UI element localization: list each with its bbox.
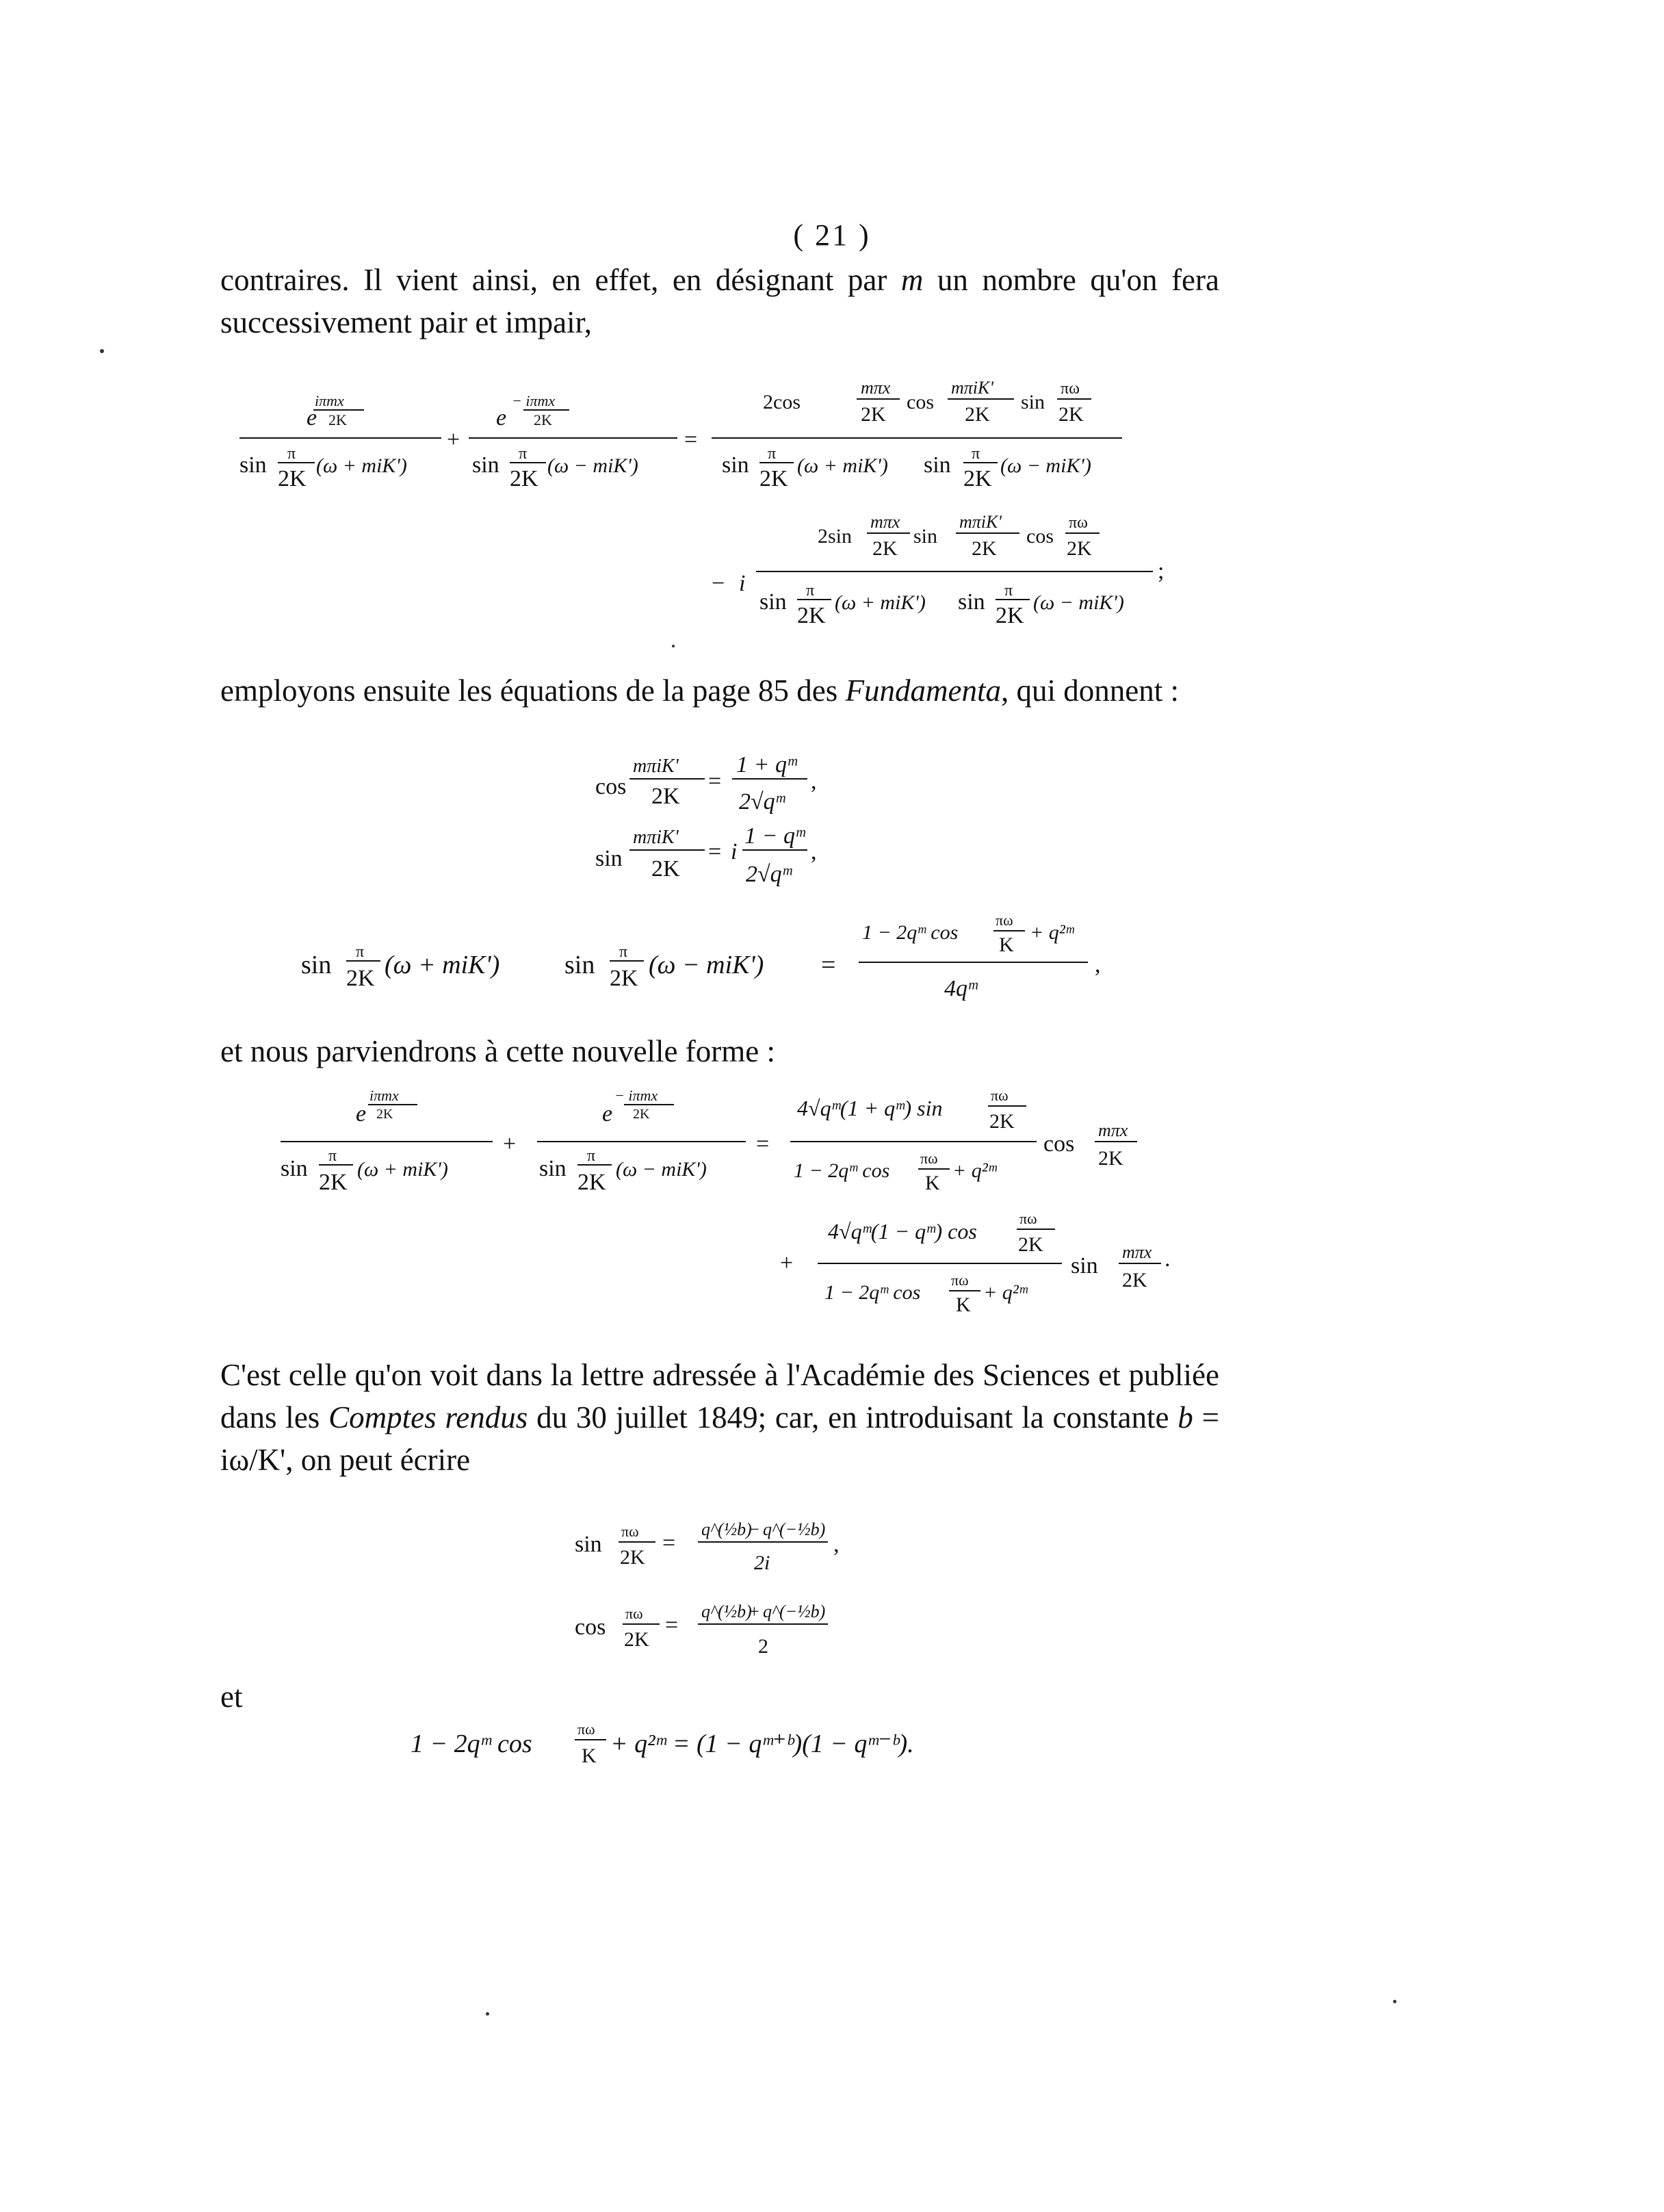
eq2-l2-num: 1 − qᵐ [744,823,805,849]
paragraph-4-text-b: du 30 juillet 1849; car, en introduisant la constante [528,1400,1178,1435]
eq4-l2-piw: πω [625,1605,643,1622]
eq1-r1-sin: sin [1021,391,1045,413]
eq1-r1-d-pi2: π [972,445,980,463]
eq2-l1-eq: = [708,769,722,794]
eq3-r1-2k: 2K [1098,1147,1123,1170]
paragraph-1 [220,259,1219,344]
eq5-k: K [582,1745,597,1767]
paragraph-4 [220,1354,1219,1481]
eq1-t1-exp-den: 2K [328,411,347,428]
eq3-r2-num-piw: πω [1019,1210,1037,1227]
eq1-r1-2cos: 2cos [763,391,801,413]
eq1-t2-sin: sin [472,452,499,478]
eq4-l2-num-a: q^(½b) [701,1602,752,1621]
eq4-l1-num-b: q^(−½b) [763,1519,826,1539]
eq2-l1-comma: , [811,769,817,794]
eq2-l3-pi2: π [619,943,628,961]
eq5-rhs: + q²ᵐ = (1 − qᵐ⁺ᵇ)(1 − qᵐ⁻ᵇ). [610,1729,914,1758]
eq3-r2-num: 4√qᵐ(1 − qᵐ) cos [828,1219,977,1244]
eq3-r2-den-b: + q²ᵐ [983,1281,1028,1304]
eq4-l1-den: 2i [754,1552,770,1574]
eq1-r1-mpik: mπiK' [951,378,993,398]
eq3-plus: + [503,1131,517,1157]
eq3-t2-pi: π [587,1147,596,1165]
eq2-l1-num: 1 + qᵐ [736,752,797,777]
eq4-l1-num-a: q^(½b) [701,1519,752,1539]
eq2-l3-pi1: π [356,943,365,961]
eq1-r1-d-sin1: sin [722,452,749,478]
equation-3-svg [274,1080,1232,1347]
equation-block-3 [274,1080,1232,1350]
eq3-t1-arg: (ω + miK') [357,1158,448,1181]
eq2-l2-den: 2√qᵐ [746,862,792,887]
eq1-t1-2k: 2K [278,466,307,491]
eq1-t2-exp-num: − iπmx [512,392,556,409]
eq1-r2-d-2k1: 2K [797,603,826,628]
page-speck-3 [486,2012,489,2016]
eq1-r2-d-sin2: sin [958,589,985,615]
eq4-l1-eq: = [662,1530,676,1556]
paragraph-4-var-b: b [1178,1400,1193,1435]
eq4-l1-2k: 2K [620,1546,645,1569]
eq1-t2-2k: 2K [510,466,538,491]
paragraph-2-text-a: employons ensuite les équations de la page 85 des [220,673,846,708]
page-speck-2 [672,645,675,647]
paragraph-4-text-c: = iω/K', on peut écrire [220,1400,1219,1477]
eq3-t1-pi: π [328,1147,337,1165]
eq1-r2-d-pi2: π [1004,582,1013,600]
eq1-r1-2k-c: 2K [1058,403,1084,426]
eq3-r2-den-k: K [956,1294,971,1316]
eq1-r2-cos: cos [1026,525,1054,548]
eq2-l3-comma: , [1095,952,1101,977]
eq3-t2-2k: 2K [577,1170,606,1195]
equation-block-4 [561,1509,889,1670]
equation-1-svg [233,373,1191,647]
eq1-r1-d-2k1: 2K [759,466,788,491]
eq4-l2-cos: cos [575,1615,606,1640]
eq3-equals: = [756,1131,770,1157]
eq1-r1-mpx: mπx [861,378,891,398]
eq3-r1-num-2k: 2K [989,1110,1015,1133]
eq5-piw: πω [577,1721,595,1738]
eq1-r2-2k-a: 2K [872,537,898,560]
eq1-r2-2k-b: 2K [972,537,997,560]
eq1-t2-arg: (ω − miK') [547,454,638,477]
eq1-r2-mpik: mπiK' [959,512,1002,532]
eq1-r1-d-sin2: sin [924,452,951,478]
eq3-t1-exp-den: 2K [376,1107,393,1122]
eq4-l1-piw: πω [621,1523,639,1540]
eq3-r2-mpx: mπx [1122,1242,1152,1262]
eq1-t2-pi: π [519,445,528,463]
page-speck-4 [1393,2000,1396,2003]
eq4-l1-sin: sin [575,1532,602,1557]
eq2-l3-sin1: sin [301,951,332,979]
paragraph-1-var-m: m [900,263,924,297]
eq3-t2-sin: sin [539,1156,567,1181]
eq1-t2-exp-den: 2K [534,411,552,428]
eq2-l2-comma: , [811,839,817,864]
eq2-l3-2k1: 2K [346,966,375,991]
eq1-equals: = [684,427,698,452]
eq3-t2-exp-num: − iπmx [614,1087,658,1104]
eq3-r1-den-b: + q²ᵐ [952,1159,997,1182]
eq4-l2-den: 2 [758,1635,768,1658]
paragraph-2-text-b: , qui donnent : [1001,673,1179,708]
eq1-r2-d-arg2: (ω − miK') [1033,591,1124,614]
eq3-r2-plus: + [780,1250,794,1276]
eq2-l2-eq: = [708,839,722,864]
eq1-r1-d-arg2: (ω − miK') [1000,454,1091,477]
eq3-r1-den-a: 1 − 2qᵐ cos [794,1159,890,1182]
paragraph-4-text-a: C'est celle qu'on voit dans la lettre adressée à l'Académie des Sciences et publiée dans les [220,1358,1219,1435]
eq3-r1-mpx: mπx [1098,1120,1128,1140]
paragraph-1-text-b: un nombre qu'on fera successivement pair et impair, [220,263,1219,339]
eq1-semicolon: ; [1158,558,1165,584]
eq2-l3-num-k: K [999,934,1014,956]
eq2-l3-sin2: sin [564,951,595,979]
eq3-r1-num-piw: πω [991,1087,1009,1104]
eq3-r2-den-piw: πω [951,1272,969,1289]
eq1-plus: + [447,427,460,452]
equation-5-svg [411,1711,1095,1779]
eq1-r2-mpx: mπx [870,512,900,532]
eq1-r1-d-pi1: π [768,445,777,463]
eq3-t2-e: e [602,1101,613,1127]
eq1-r2-2sin: 2sin [818,525,853,548]
equation-block-5 [411,1711,1095,1783]
paragraph-3: et nous parviendrons à cette nouvelle forme : [220,1034,775,1068]
eq1-r2-d-pi1: π [806,582,815,600]
eq1-t1-sin: sin [239,452,267,478]
eq4-l2-num-b: q^(−½b) [763,1602,826,1621]
eq2-l3-arg1: (ω + miK') [385,951,500,979]
equation-4-svg [561,1509,889,1667]
eq3-r1-cos: cos [1043,1131,1075,1157]
eq1-r1-2k-a: 2K [861,403,886,426]
eq1-r1-cos: cos [907,391,934,413]
page-speck-1 [100,349,104,353]
eq2-l1-den: 2√qᵐ [739,789,785,814]
eq3-t1-sin: sin [281,1156,308,1181]
eq2-l2-mpik: mπiK' [633,827,679,848]
eq1-t1-e: e [307,405,317,430]
eq3-r1-den-k: K [925,1172,940,1194]
eq3-r2-num-2k: 2K [1018,1233,1043,1256]
eq1-t1-pi: π [287,445,296,463]
eq1-r2-2k-c: 2K [1067,537,1092,560]
eq3-r2-den-a: 1 − 2qᵐ cos [824,1281,921,1304]
eq3-r2-2k: 2K [1122,1269,1147,1291]
equation-2-svg [301,746,1191,1020]
paragraph-5: et [220,1680,243,1714]
eq2-l3-2k2: 2K [610,966,638,991]
eq1-r1-d-2k2: 2K [963,466,992,491]
eq1-r1-d-arg1: (ω + miK') [797,454,888,477]
eq3-t2-arg: (ω − miK') [616,1158,707,1181]
paragraph-2 [220,669,1219,712]
eq3-t1-e: e [356,1101,367,1127]
eq1-r2-d-2k2: 2K [996,603,1024,628]
eq2-l1-cos: cos [595,774,627,799]
eq2-l1-mpik: mπiK' [633,756,679,777]
eq5-lhs: 1 − 2qᵐ cos [411,1729,532,1758]
eq1-t1-exp-num: iπmx [315,392,344,409]
eq3-t1-2k: 2K [319,1170,348,1195]
eq1-r2-sin: sin [913,525,938,548]
eq1-r2-minus: − [712,571,725,596]
equation-block-2 [301,746,1191,1023]
eq2-l1-2k: 2K [651,784,680,809]
eq1-r2-piw: πω [1069,514,1088,532]
paragraph-1-text-a: contraires. Il vient ainsi, en effet, en désignant par [220,263,901,297]
eq1-r2-d-arg1: (ω + miK') [835,591,926,614]
eq2-l2-sin: sin [595,846,623,871]
eq3-r1-den-piw: πω [920,1150,938,1167]
eq4-l1-comma: , [833,1532,840,1557]
eq4-l2-num-plus: + [749,1602,759,1621]
eq2-l3-num-piw: πω [996,912,1013,929]
eq2-l3-num-a: 1 − 2qᵐ cos [862,921,959,944]
eq2-l3-arg2: (ω − miK') [649,951,764,979]
eq4-l1-num-minus: − [749,1519,759,1539]
paragraph-4-work: Comptes rendus [328,1400,528,1435]
eq2-l3-den: 4qᵐ [944,976,978,1001]
eq4-l2-2k: 2K [624,1628,649,1651]
eq4-l2-eq: = [665,1612,679,1638]
eq1-r2-d-sin1: sin [759,589,787,615]
eq3-period: . [1165,1246,1171,1272]
equation-block-1 [233,373,1191,650]
eq2-l3-eq: = [821,951,836,979]
eq1-r1-piw: πω [1061,380,1080,398]
paragraph-2-work: Fundamenta [845,673,1002,708]
page-number: ( 21 ) [793,218,871,252]
eq3-t1-exp-num: iπmx [369,1087,399,1104]
eq1-r1-2k-b: 2K [965,403,990,426]
eq2-l2-2k: 2K [651,856,680,882]
eq1-r2-i: i [739,571,746,596]
eq2-l3-num-b: + q²ᵐ [1030,921,1074,944]
eq1-t1-arg: (ω + miK') [316,454,407,477]
eq3-t2-exp-den: 2K [633,1107,650,1122]
eq3-r1-num: 4√qᵐ(1 + qᵐ) sin [797,1096,943,1120]
eq3-r2-sin: sin [1071,1253,1098,1278]
eq1-t2-e: e [496,405,507,430]
eq2-l2-i: i [731,839,738,864]
